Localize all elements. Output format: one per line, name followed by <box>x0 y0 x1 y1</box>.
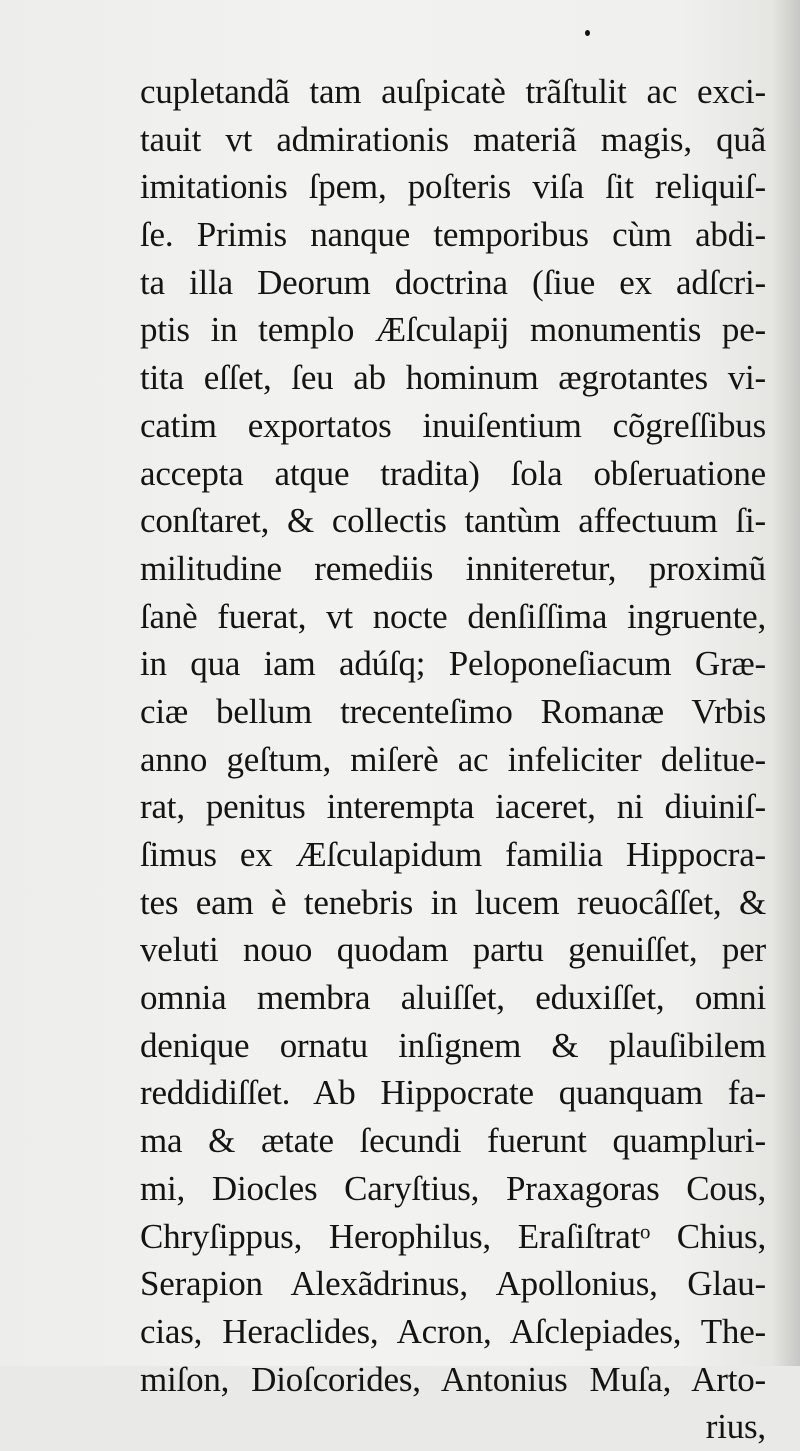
text-line: rius, <box>705 1407 766 1447</box>
text-line: imitationis ſpem, poſteris viſa ſit reliquiſ- <box>140 167 766 207</box>
text-line: miſon, Dioſcorides, Antonius Muſa, Arto- <box>140 1359 766 1399</box>
text-line: Serapion Alexãdrinus, Apollonius, Glau- <box>140 1264 766 1304</box>
text-line: denique ornatu inſignem & plauſibilem <box>140 1025 766 1065</box>
text-line: tita eſſet, ſeu ab hominum ægrotantes vi- <box>140 358 766 398</box>
ink-speck <box>585 30 590 36</box>
text-line: cupletandã tam auſpicatè trãſtulit ac exci- <box>140 72 766 111</box>
text-line: militudine remediis inniteretur, proximũ <box>140 548 766 588</box>
text-line: tes eam è tenebris in lucem reuocâſſet, & <box>140 882 766 922</box>
text-line: tauit vt admirationis materiã magis, quã <box>140 119 766 159</box>
text-line: ma & ætate ſecundi fuerunt quampluri- <box>140 1121 766 1161</box>
text-line: veluti nouo quodam partu genuiſſet, per <box>140 930 766 970</box>
text-line: catim exportatos inuiſentium cõgreſſibus <box>140 405 766 445</box>
text-line: anno geſtum, miſerè ac infeliciter delitue- <box>140 739 766 779</box>
text-line: cias, Heraclides, Acron, Aſclepiades, The- <box>140 1311 766 1351</box>
text-line: conſtaret, & collectis tantùm affectuum ſi- <box>140 501 766 541</box>
text-line: ptis in templo Æſculapij monumentis pe- <box>140 310 766 350</box>
text-line: ſanè fuerat, vt nocte denſiſſima ingruente, <box>140 596 766 636</box>
text-line: Chryſippus, Herophilus, Eraſiſtratᵒ Chius, <box>140 1216 766 1256</box>
text-line: reddidiſſet. Ab Hippocrate quanquam fa- <box>140 1073 766 1113</box>
text-line: rat, penitus interempta iaceret, ni diuiniſ- <box>140 787 766 827</box>
text-line: ta illa Deorum doctrina (ſiue ex adſcri- <box>140 262 766 302</box>
text-line: in qua iam adúſq; Peloponeſiacum Græ- <box>140 644 766 684</box>
page-text <box>140 68 780 1451</box>
text-line: ſimus ex Æſculapidum familia Hippocra- <box>140 835 766 874</box>
text-line: accepta atque tradita) ſola obſeruatione <box>140 453 766 493</box>
text-line: mi, Diocles Caryſtius, Praxagoras Cous, <box>140 1168 766 1208</box>
text-line: ſe. Primis nanque temporibus cùm abdi- <box>140 215 766 255</box>
text-line: omnia membra aluiſſet, eduxiſſet, omni <box>140 978 766 1018</box>
text-line: ciæ bellum trecenteſimo Romanæ Vrbis <box>140 691 766 731</box>
